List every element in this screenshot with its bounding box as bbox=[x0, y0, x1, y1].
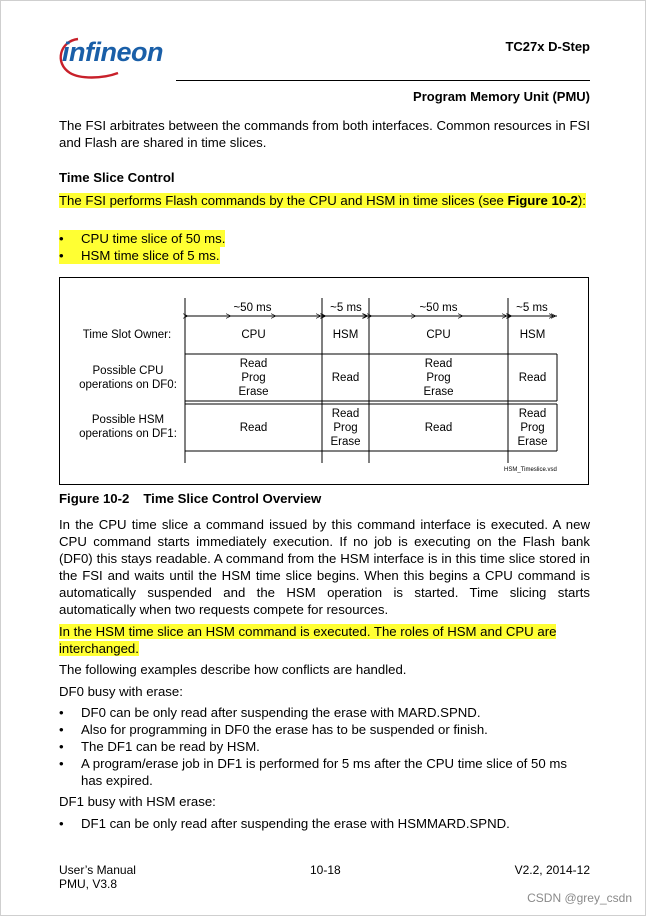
figure-reference-link[interactable]: Figure 10-2 bbox=[507, 193, 578, 208]
time-slice-intro bbox=[59, 192, 590, 209]
df1-heading: DF1 busy with HSM erase: bbox=[59, 794, 216, 809]
bullet-text: HSM time slice of 5 ms. bbox=[81, 248, 220, 263]
bullet-dot: • bbox=[59, 705, 64, 720]
time-slice-diagram bbox=[59, 277, 589, 485]
duration-label: ~50 ms bbox=[233, 302, 272, 314]
footer-module-version: PMU, V3.8 bbox=[59, 877, 118, 891]
bullet-text: The DF1 can be read by HSM. bbox=[81, 739, 260, 754]
bullet-text: DF1 can be only read after suspending the erase with HSMMARD.SPND. bbox=[81, 816, 510, 831]
bullet-dot: • bbox=[59, 231, 64, 246]
df0-bullet-list bbox=[59, 704, 590, 789]
df0-ops-cell: Read bbox=[331, 372, 360, 384]
owner-cell: HSM bbox=[519, 329, 546, 341]
df1-ops-cell: Read Prog Erase bbox=[330, 408, 361, 448]
duration-label: ~5 ms bbox=[330, 302, 362, 314]
list-item bbox=[59, 704, 590, 721]
bullet-dot: • bbox=[59, 756, 64, 771]
bullet-dot: • bbox=[59, 248, 64, 263]
paragraph-hsm-slice bbox=[59, 623, 590, 657]
row-label-df1: Possible HSM operations on DF1: bbox=[79, 414, 177, 440]
bullet-text: Also for programming in DF0 the erase has to be suspended or finish. bbox=[81, 722, 488, 737]
bullet-text: A program/erase job in DF1 is performed for 5 ms after the CPU time slice of 50 ms has expired. bbox=[81, 756, 567, 788]
document-title: TC27x D-Step bbox=[505, 39, 590, 54]
df0-ops-cell: Read Prog Erase bbox=[238, 358, 269, 398]
bullet-dot: • bbox=[59, 816, 64, 831]
intro-paragraph: The FSI arbitrates between the commands from both interfaces. Common resources in FSI and Flash are shared in time slices. bbox=[59, 118, 590, 150]
bullet-dot: • bbox=[59, 722, 64, 737]
list-item bbox=[59, 815, 590, 832]
paragraph-cpu-slice: In the CPU time slice a command issued by this command interface is executed. A new CPU command starts immediately execution. If no job is executing on the Flash bank (DF0) this stays readable. A command from the HSM interface is in this time slice stored in the FSI and waits until the HSM time slice begins. When this begins a CPU command is automatically suspended and the HSM operation is started. Time slicing starts automatically when two requests compete for resources. bbox=[59, 517, 590, 617]
duration-label: ~5 ms bbox=[516, 302, 548, 314]
owner-cell: HSM bbox=[332, 329, 359, 341]
bullet-text: CPU time slice of 50 ms. bbox=[81, 231, 226, 246]
figure-number: Figure 10-2 bbox=[59, 491, 130, 506]
watermark: CSDN @grey_csdn bbox=[527, 891, 632, 905]
footer-version: V2.2, 2014-12 bbox=[514, 863, 590, 877]
time-slice-intro-end: ): bbox=[577, 193, 586, 208]
header-divider bbox=[176, 80, 590, 81]
list-item bbox=[59, 738, 590, 755]
page-number: 10-18 bbox=[310, 863, 341, 877]
df0-heading: DF0 busy with erase: bbox=[59, 684, 183, 699]
time-slice-bullets bbox=[59, 230, 590, 264]
infineon-logo bbox=[56, 33, 176, 85]
section-heading: Time Slice Control bbox=[59, 170, 175, 185]
figure-caption bbox=[59, 490, 590, 507]
row-label-owner: Time Slot Owner: bbox=[82, 329, 172, 341]
time-slice-intro-text: The FSI performs Flash commands by the CPU and HSM in time slices (see bbox=[59, 193, 508, 208]
footer-manual-title: User’s Manual bbox=[59, 863, 136, 877]
df1-bullet-list bbox=[59, 815, 590, 832]
owner-cell: CPU bbox=[241, 329, 266, 341]
bullet-text: DF0 can be only read after suspending the erase with MARD.SPND. bbox=[81, 705, 481, 720]
owner-cell: CPU bbox=[426, 329, 451, 341]
footer-manual bbox=[59, 863, 136, 891]
df1-ops-cell: Read Prog Erase bbox=[517, 408, 548, 448]
df0-ops-cell: Read bbox=[518, 372, 547, 384]
figure-title: Time Slice Control Overview bbox=[143, 491, 322, 506]
paragraph-hsm-slice-text: In the HSM time slice an HSM command is executed. The roles of HSM and CPU are interchanged. bbox=[59, 624, 557, 656]
df1-ops-cell: Read bbox=[239, 422, 268, 434]
list-item bbox=[59, 230, 590, 247]
df0-ops-cell: Read Prog Erase bbox=[423, 358, 454, 398]
df1-ops-cell: Read bbox=[424, 422, 453, 434]
figure-file-name: HSM_Timeslice.vsd bbox=[504, 467, 557, 473]
list-item bbox=[59, 247, 590, 264]
row-label-df0: Possible CPU operations on DF0: bbox=[79, 365, 177, 391]
duration-label: ~50 ms bbox=[419, 302, 458, 314]
logo-text: infineon bbox=[62, 37, 163, 67]
chapter-title: Program Memory Unit (PMU) bbox=[413, 89, 590, 104]
list-item bbox=[59, 755, 590, 789]
list-item bbox=[59, 721, 590, 738]
bullet-dot: • bbox=[59, 739, 64, 754]
paragraph-examples: The following examples describe how conflicts are handled. bbox=[59, 662, 407, 677]
